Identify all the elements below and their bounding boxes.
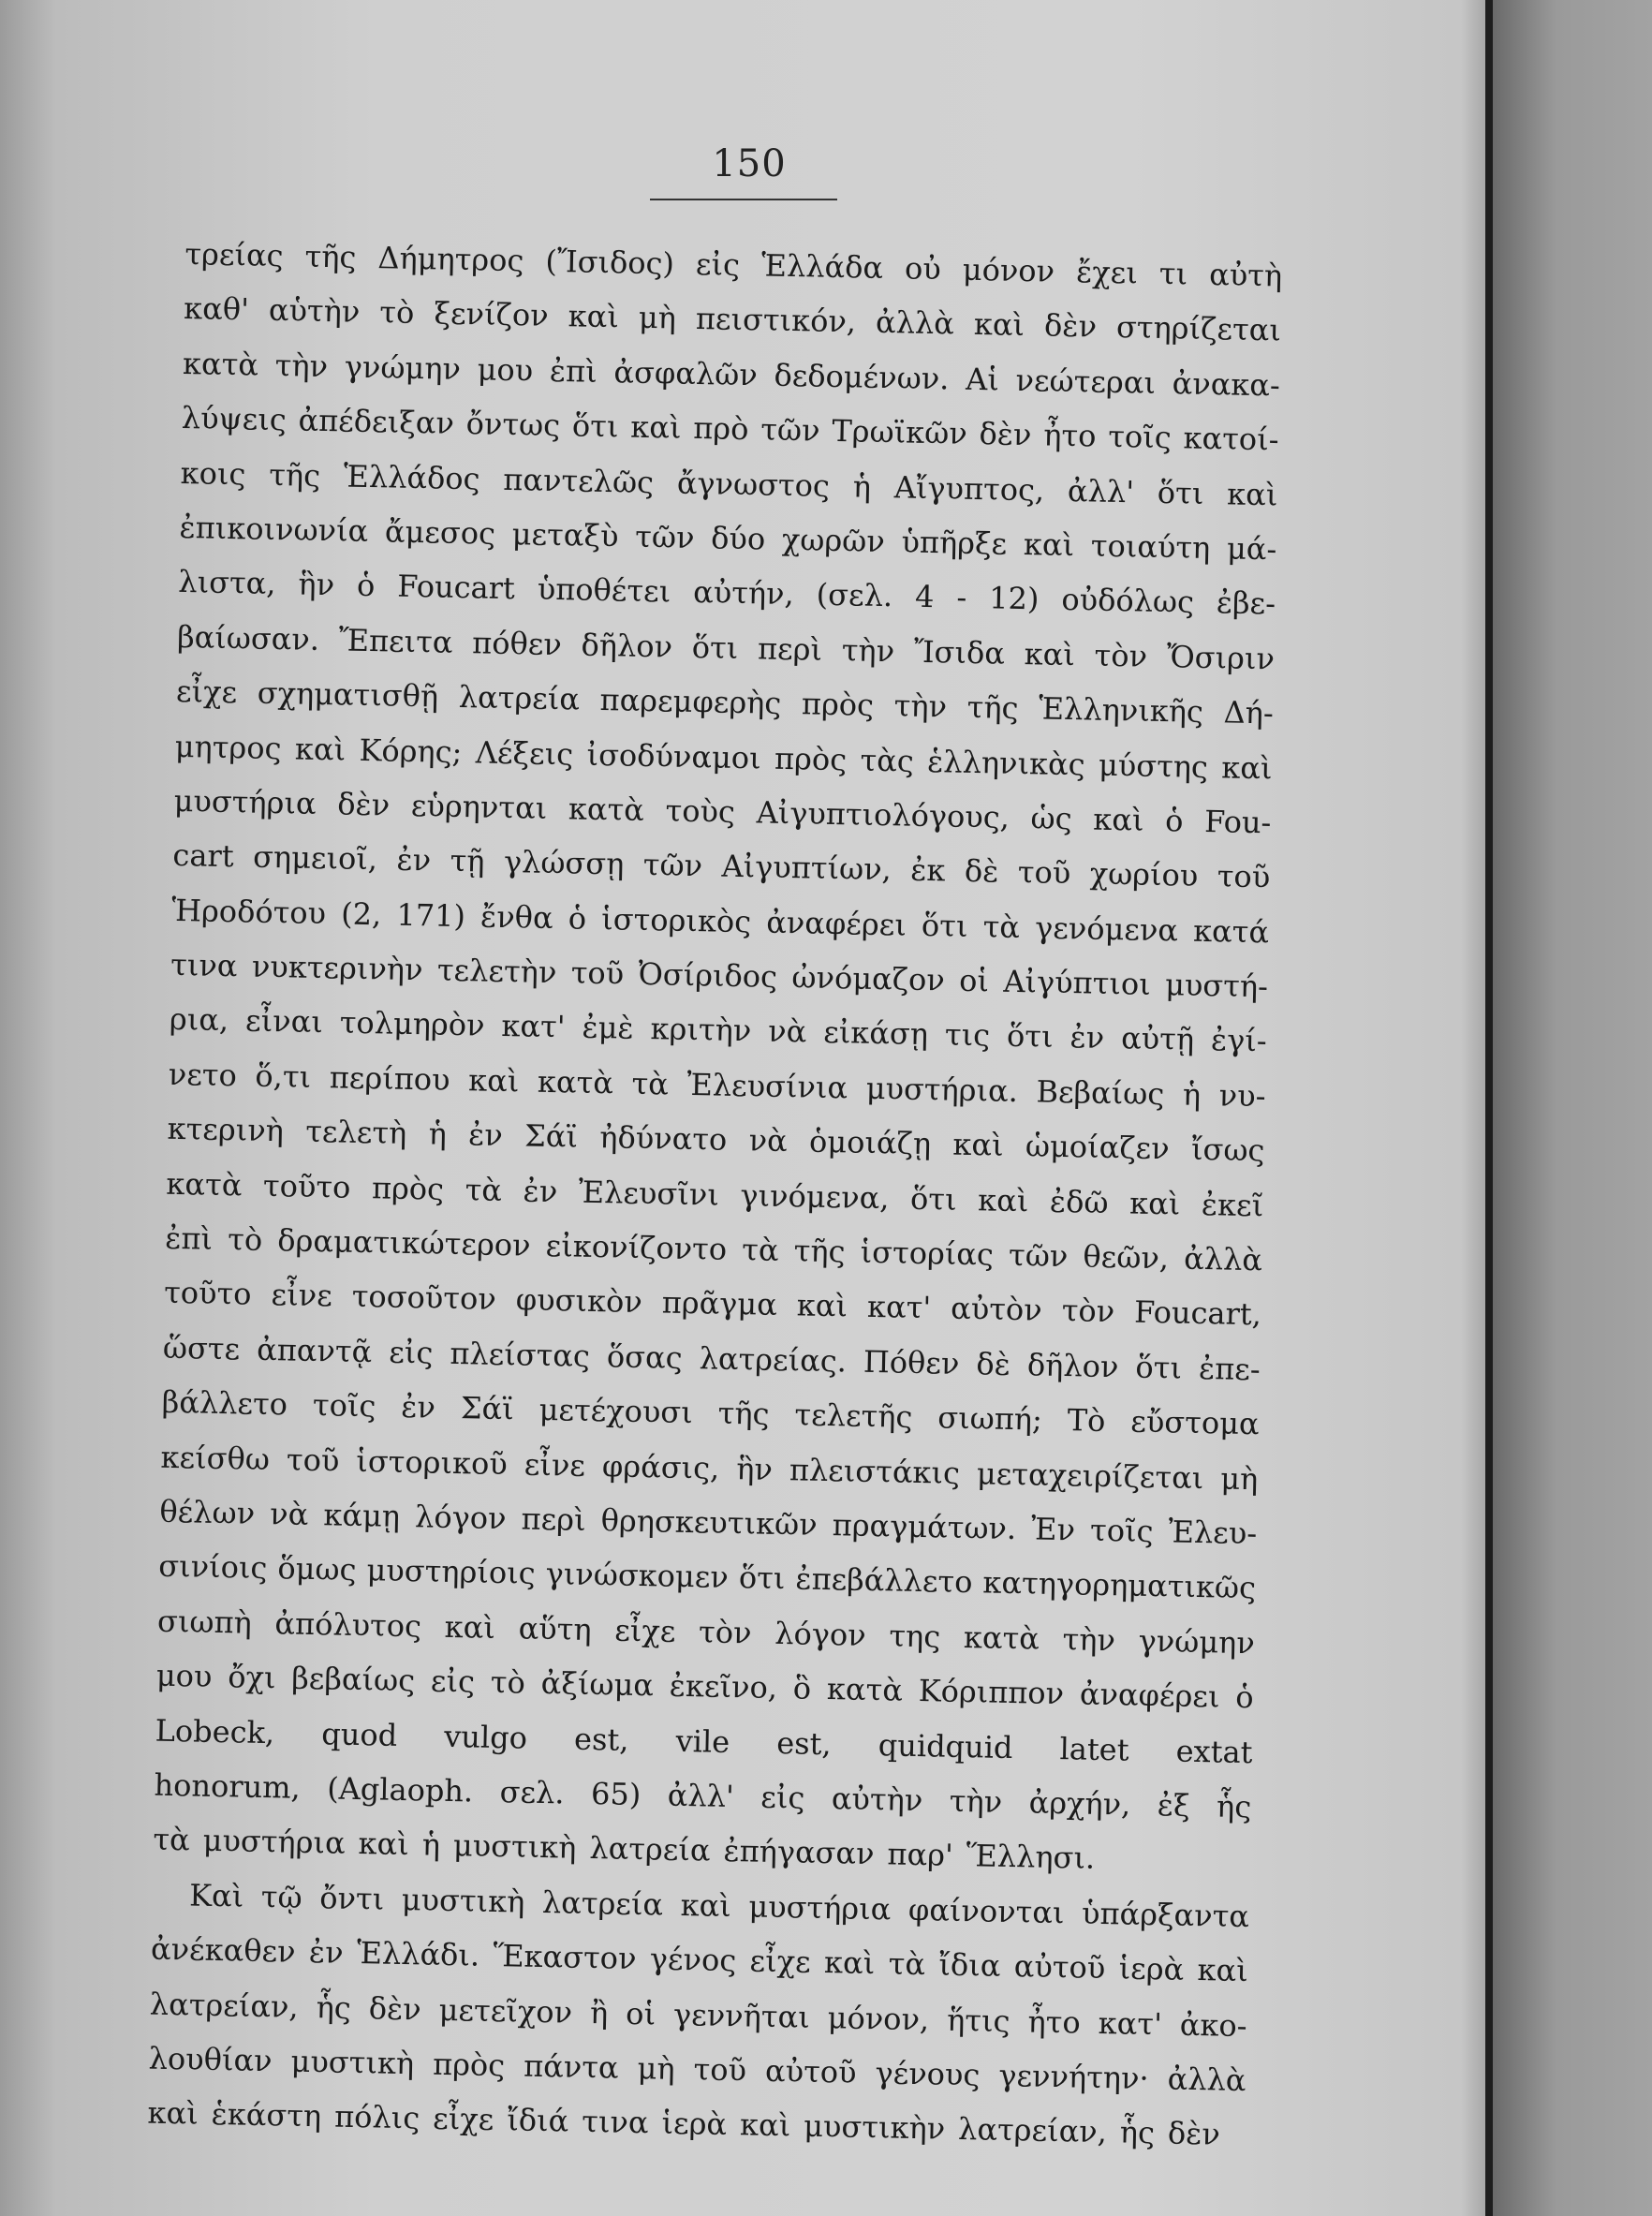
text-line: ἐπὶ τὸ δραματικώτερον εἰκονίζοντο τὰ τῆς ἱστορίας τῶν θεῶν, ἀλλὰ bbox=[164, 1219, 1263, 1278]
text-line: τὰ μυστήρια καὶ ἡ μυστικὴ λατρεία ἐπήγασαν παρ' Ἕλλησι. bbox=[153, 1821, 1096, 1877]
text-line: βαίωσαν. Ἔπειτα πόθεν δῆλον ὅτι περὶ τὴν Ἴσιδα καὶ τὸν Ὄσιριν bbox=[176, 618, 1276, 677]
text-line: κοις τῆς Ἑλλάδος παντελῶς ἄγνωστος ἡ Αἴγυπτος, ἀλλ' ὅτι καὶ bbox=[180, 454, 1278, 513]
text-line: λιστα, ἣν ὁ Foucart ὑποθέτει αὐτήν, (σελ. 4 - 12) οὐδόλως ἐβε- bbox=[178, 564, 1276, 622]
text-line: μου ὄχι βεβαίως εἰς τὸ ἀξίωμα ἐκεῖνο, ὃ κατὰ Κόριππον ἀναφέρει ὁ bbox=[155, 1657, 1255, 1716]
text-line: ἀνέκαθεν ἐν Ἑλλάδι. Ἕκαστον γένος εἶχε καὶ τὰ ἴδια αὐτοῦ ἱερὰ καὶ bbox=[150, 1930, 1249, 1989]
text-line: μυστήρια δὲν εὑρηνται κατὰ τοὺς Αἰγυπτιολόγους, ὡς καὶ ὁ Fou- bbox=[173, 782, 1272, 841]
page-number: 150 bbox=[712, 142, 787, 185]
text-line: σιωπὴ ἀπόλυτος καὶ αὕτη εἶχε τὸν λόγον της κατὰ τὴν γνώμην bbox=[156, 1603, 1256, 1661]
text-line: σινίοις ὅμως μυστηρίοις γινώσκομεν ὅτι ἐπεβάλλετο κατηγορηματικῶς bbox=[157, 1548, 1257, 1606]
text-line: βάλλετο τοῖς ἐν Σάϊ μετέχουσι τῆς τελετῆς σιωπή; Τὸ εὔστομα bbox=[161, 1383, 1260, 1442]
page-edge-shadow bbox=[1485, 0, 1493, 2216]
text-line: κατὰ τοῦτο πρὸς τὰ ἐν Ἐλευσῖνι γινόμενα, ὅτι καὶ ἐδῶ καὶ ἐκεῖ bbox=[166, 1165, 1264, 1223]
text-line: κατὰ τὴν γνώμην μου ἐπὶ ἀσφαλῶν δεδομένων. Αἱ νεώτεραι ἀνακα- bbox=[182, 345, 1281, 404]
text-line: θέλων νὰ κάμῃ λόγον περὶ θρησκευτικῶν πραγμάτων. Ἐν τοῖς Ἐλευ- bbox=[159, 1493, 1258, 1552]
text-line: καθ' αὑτὴν τὸ ξενίζον καὶ μὴ πειστικόν, ἀλλὰ καὶ δὲν στηρίζεται bbox=[183, 290, 1282, 348]
text-line: νετο ὅ,τι περίπου καὶ κατὰ τὰ Ἐλευσίνια μυστήρια. Βεβαίως ἡ νυ- bbox=[168, 1056, 1266, 1115]
text-line: μητρος καὶ Κόρης; Λέξεις ἰσοδύναμοι πρὸς τὰς ἑλληνικὰς μύστης καὶ bbox=[174, 728, 1273, 786]
text-line: λατρείαν, ἧς δὲν μετεῖχον ἢ οἱ γεννῆται μόνον, ἥτις ἦτο κατ' ἀκο- bbox=[149, 1986, 1247, 2044]
text-line: cart σημειοῖ, ἐν τῇ γλώσσῃ τῶν Αἰγυπτίων, ἐκ δὲ τοῦ χωρίου τοῦ bbox=[172, 837, 1271, 895]
text-line: Καὶ τῷ ὄντι μυστικὴ λατρεία καὶ μυστήρια φαίνονται ὑπάρξαντα bbox=[188, 1877, 1250, 1934]
text-line: λουθίαν μυστικὴ πρὸς πάντα μὴ τοῦ αὐτοῦ γένους γεννήτην· ἀλλὰ bbox=[148, 2040, 1246, 2099]
text-line: λύψεις ἀπέδειξαν ὄντως ὅτι καὶ πρὸ τῶν Τρωϊκῶν δὲν ἦτο τοῖς κατοί- bbox=[181, 400, 1279, 458]
scan-background-margin bbox=[1493, 0, 1652, 2216]
text-line: κτερινὴ τελετὴ ἡ ἐν Σάϊ ἠδύνατο νὰ ὁμοιάζῃ καὶ ὡμοίαζεν ἴσως bbox=[167, 1111, 1265, 1169]
text-line: Lobeck, quod vulgo est, vile est, quidquid latet extat bbox=[155, 1712, 1253, 1770]
text-line: τινα νυκτερινὴν τελετὴν τοῦ Ὀσίριδος ὠνόμαζον οἱ Αἰγύπτιοι μυστή- bbox=[170, 946, 1269, 1005]
text-line: ἐπικοινωνία ἄμεσος μεταξὺ τῶν δύο χωρῶν ὑπῆρξε καὶ τοιαύτη μά- bbox=[179, 509, 1277, 568]
text-line: ὥστε ἀπαντᾷ εἰς πλείστας ὅσας λατρείας. Πόθεν δὲ δῆλον ὅτι ἐπε- bbox=[162, 1329, 1261, 1388]
text-line: honorum, (Aglaoph. σελ. 65) ἀλλ' εἰς αὐτὴν τὴν ἀρχήν, ἐξ ἧς bbox=[154, 1766, 1252, 1825]
text-line: Ἡροδότου (2, 171) ἔνθα ὁ ἱστορικὸς ἀναφέρει ὅτι τὰ γενόμενα κατά bbox=[170, 892, 1270, 951]
header-rule bbox=[650, 199, 837, 200]
text-line: τρείας τῆς Δήμητρος (Ἴσιδος) εἰς Ἑλλάδα οὐ μόνον ἔχει τι αὐτὴ bbox=[184, 235, 1283, 294]
text-line: ρια, εἶναι τολμηρὸν κατ' ἐμὲ κριτὴν νὰ εἰκάσῃ τις ὅτι ἐν αὐτῇ ἐγί- bbox=[169, 1001, 1268, 1059]
body-text bbox=[147, 227, 1283, 2163]
text-line: τοῦτο εἶνε τοσοῦτον φυσικὸν πρᾶγμα καὶ κατ' αὐτὸν τὸν Foucart, bbox=[163, 1275, 1262, 1333]
text-line: καὶ ἑκάστη πόλις εἶχε ἴδιά τινα ἱερὰ καὶ μυστικὴν λατρείαν, ἧς δὲν bbox=[147, 2094, 1221, 2152]
text-line: εἶχε σχηματισθῇ λατρεία παρεμφερὴς πρὸς τὴν τῆς Ἑλληνικῆς Δή- bbox=[175, 673, 1275, 731]
text-line: κείσθω τοῦ ἱστορικοῦ εἶνε φράσις, ἣν πλειστάκις μεταχειρίζεται μὴ bbox=[160, 1439, 1259, 1497]
